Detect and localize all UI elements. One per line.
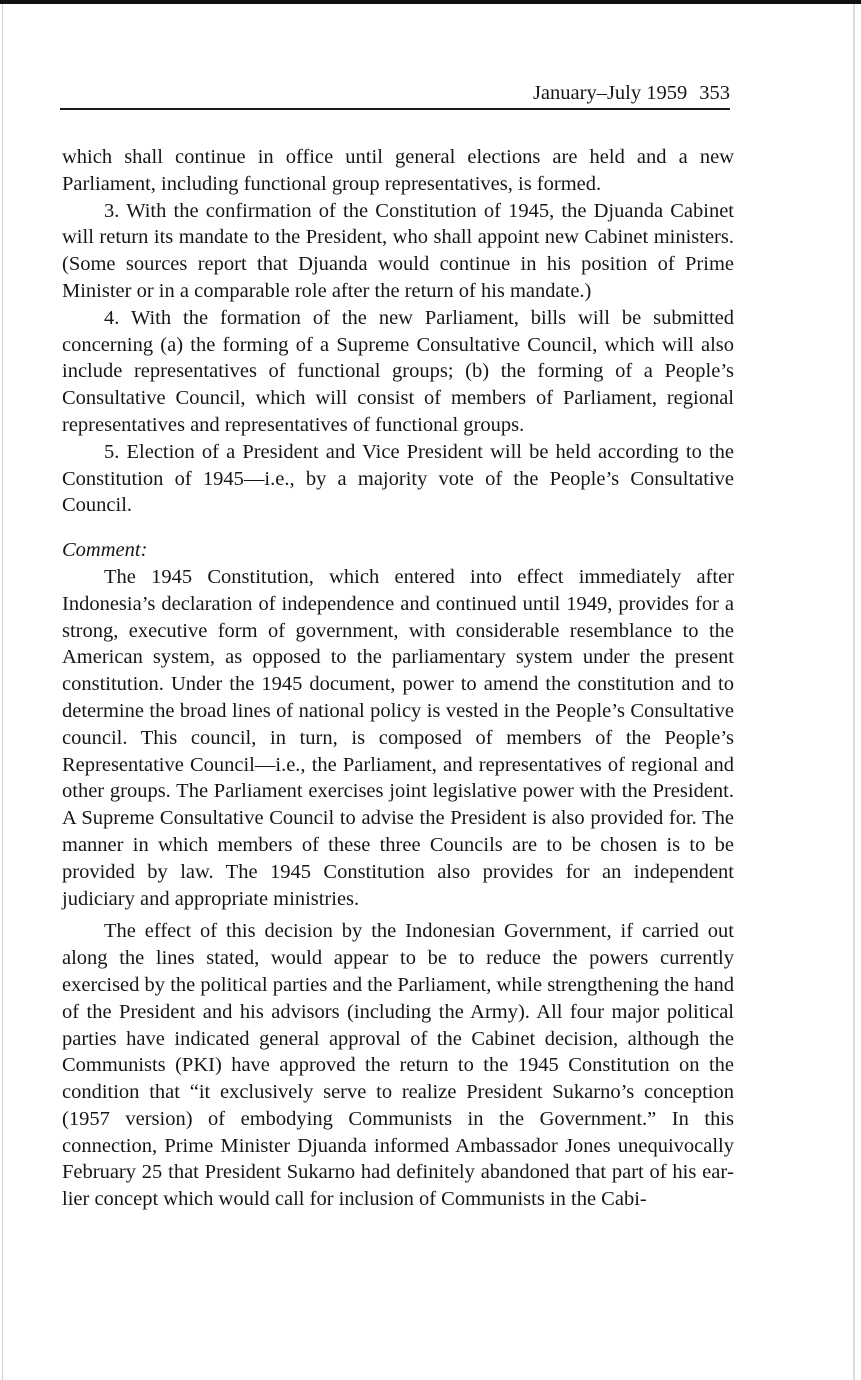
continuation-paragraph: which shall continue in office until general elections are held and a new Parliament, including functional group representatives, is formed. (62, 146, 734, 195)
numbered-item-3 (62, 198, 734, 305)
header-rule (60, 108, 730, 110)
item-number: 3. (104, 199, 120, 222)
page-right-edge (853, 4, 855, 1380)
comment-paragraph-1: The 1945 Constitution, which entered into effect immediately after Indonesia’s declaration of independence and continued until 1949, provides for a strong, executive form of government, with considerable resemblance to the American system, as opposed to the parliamentary system under the present constitution. Under the 1945 document, power to amend the constitution and to determine the broad lines of national policy is vested in the People’s Consultative council. This council, in turn, is composed of members of the People’s Representative Council—i.e., the Parliament, and representatives of regional and other groups. The Parliament exercises joint legislative power with the President. A Supreme Consultative Council to advise the President is also provided for. The manner in which members of these three Councils are to be chosen is to be provided by law. The 1945 Constitution also provides for an independent judiciary and appropriate ministries. (62, 565, 734, 910)
running-title: January–July 1959 (532, 82, 688, 104)
comment-paragraph-2: The effect of this decision by the Indonesian Government, if carried out along the lines stated, would appear to be to reduce the powers currently exercised by the political parties and the Parliament, while strengthening the hand of the President and his advisors (including the Army). All four major political parties have indicated general approval of the Cabinet decision, although the Communists (PKI) have approved the return to the 1945 Constitution on the condition that “it exclusively serve to realize President Sukarno’s conception (1957 version) of embodying Communists in the Government.” In this connection, Prime Minister Djuanda informed Ambassador Jones unequivocally February 25 that President Sukarno had definitely abandoned that part of his earlier concept which would call for inclusion of Communists in the Cabi- (62, 920, 734, 1211)
numbered-item-4 (62, 305, 734, 439)
running-header (60, 78, 730, 108)
item-number: 4. (104, 306, 120, 329)
numbered-item-5 (62, 439, 734, 519)
item-text: With the formation of the new Parliament, bills will be submitted concerning (a) the forming of a Supreme Consultative Council, which will also include representatives of functional groups; (b) the forming of a People’s Consultative Council, which will consist of members of Parliament, regional representatives and representatives of functional groups. (62, 306, 734, 436)
page-top-border (0, 0, 861, 4)
item-text: Election of a President and Vice President will be held according to the Constitution of 1945—i.e., by a majority vote of the People’s Consultative Council. (62, 440, 735, 517)
document-body (62, 144, 734, 1213)
item-number: 5. (104, 440, 120, 463)
page-number: 353 (699, 82, 730, 104)
comment-heading: Comment: (62, 539, 148, 562)
page-left-edge (2, 4, 3, 1380)
item-text: With the confirmation of the Constitution of 1945, the Djuanda Cabinet will return its mandate to the President, who shall appoint new Cabinet ministers. (Some sources report that Djuanda would continue in his position of Prime Minister or in a comparable role after the return of his mandate.) (62, 199, 734, 302)
